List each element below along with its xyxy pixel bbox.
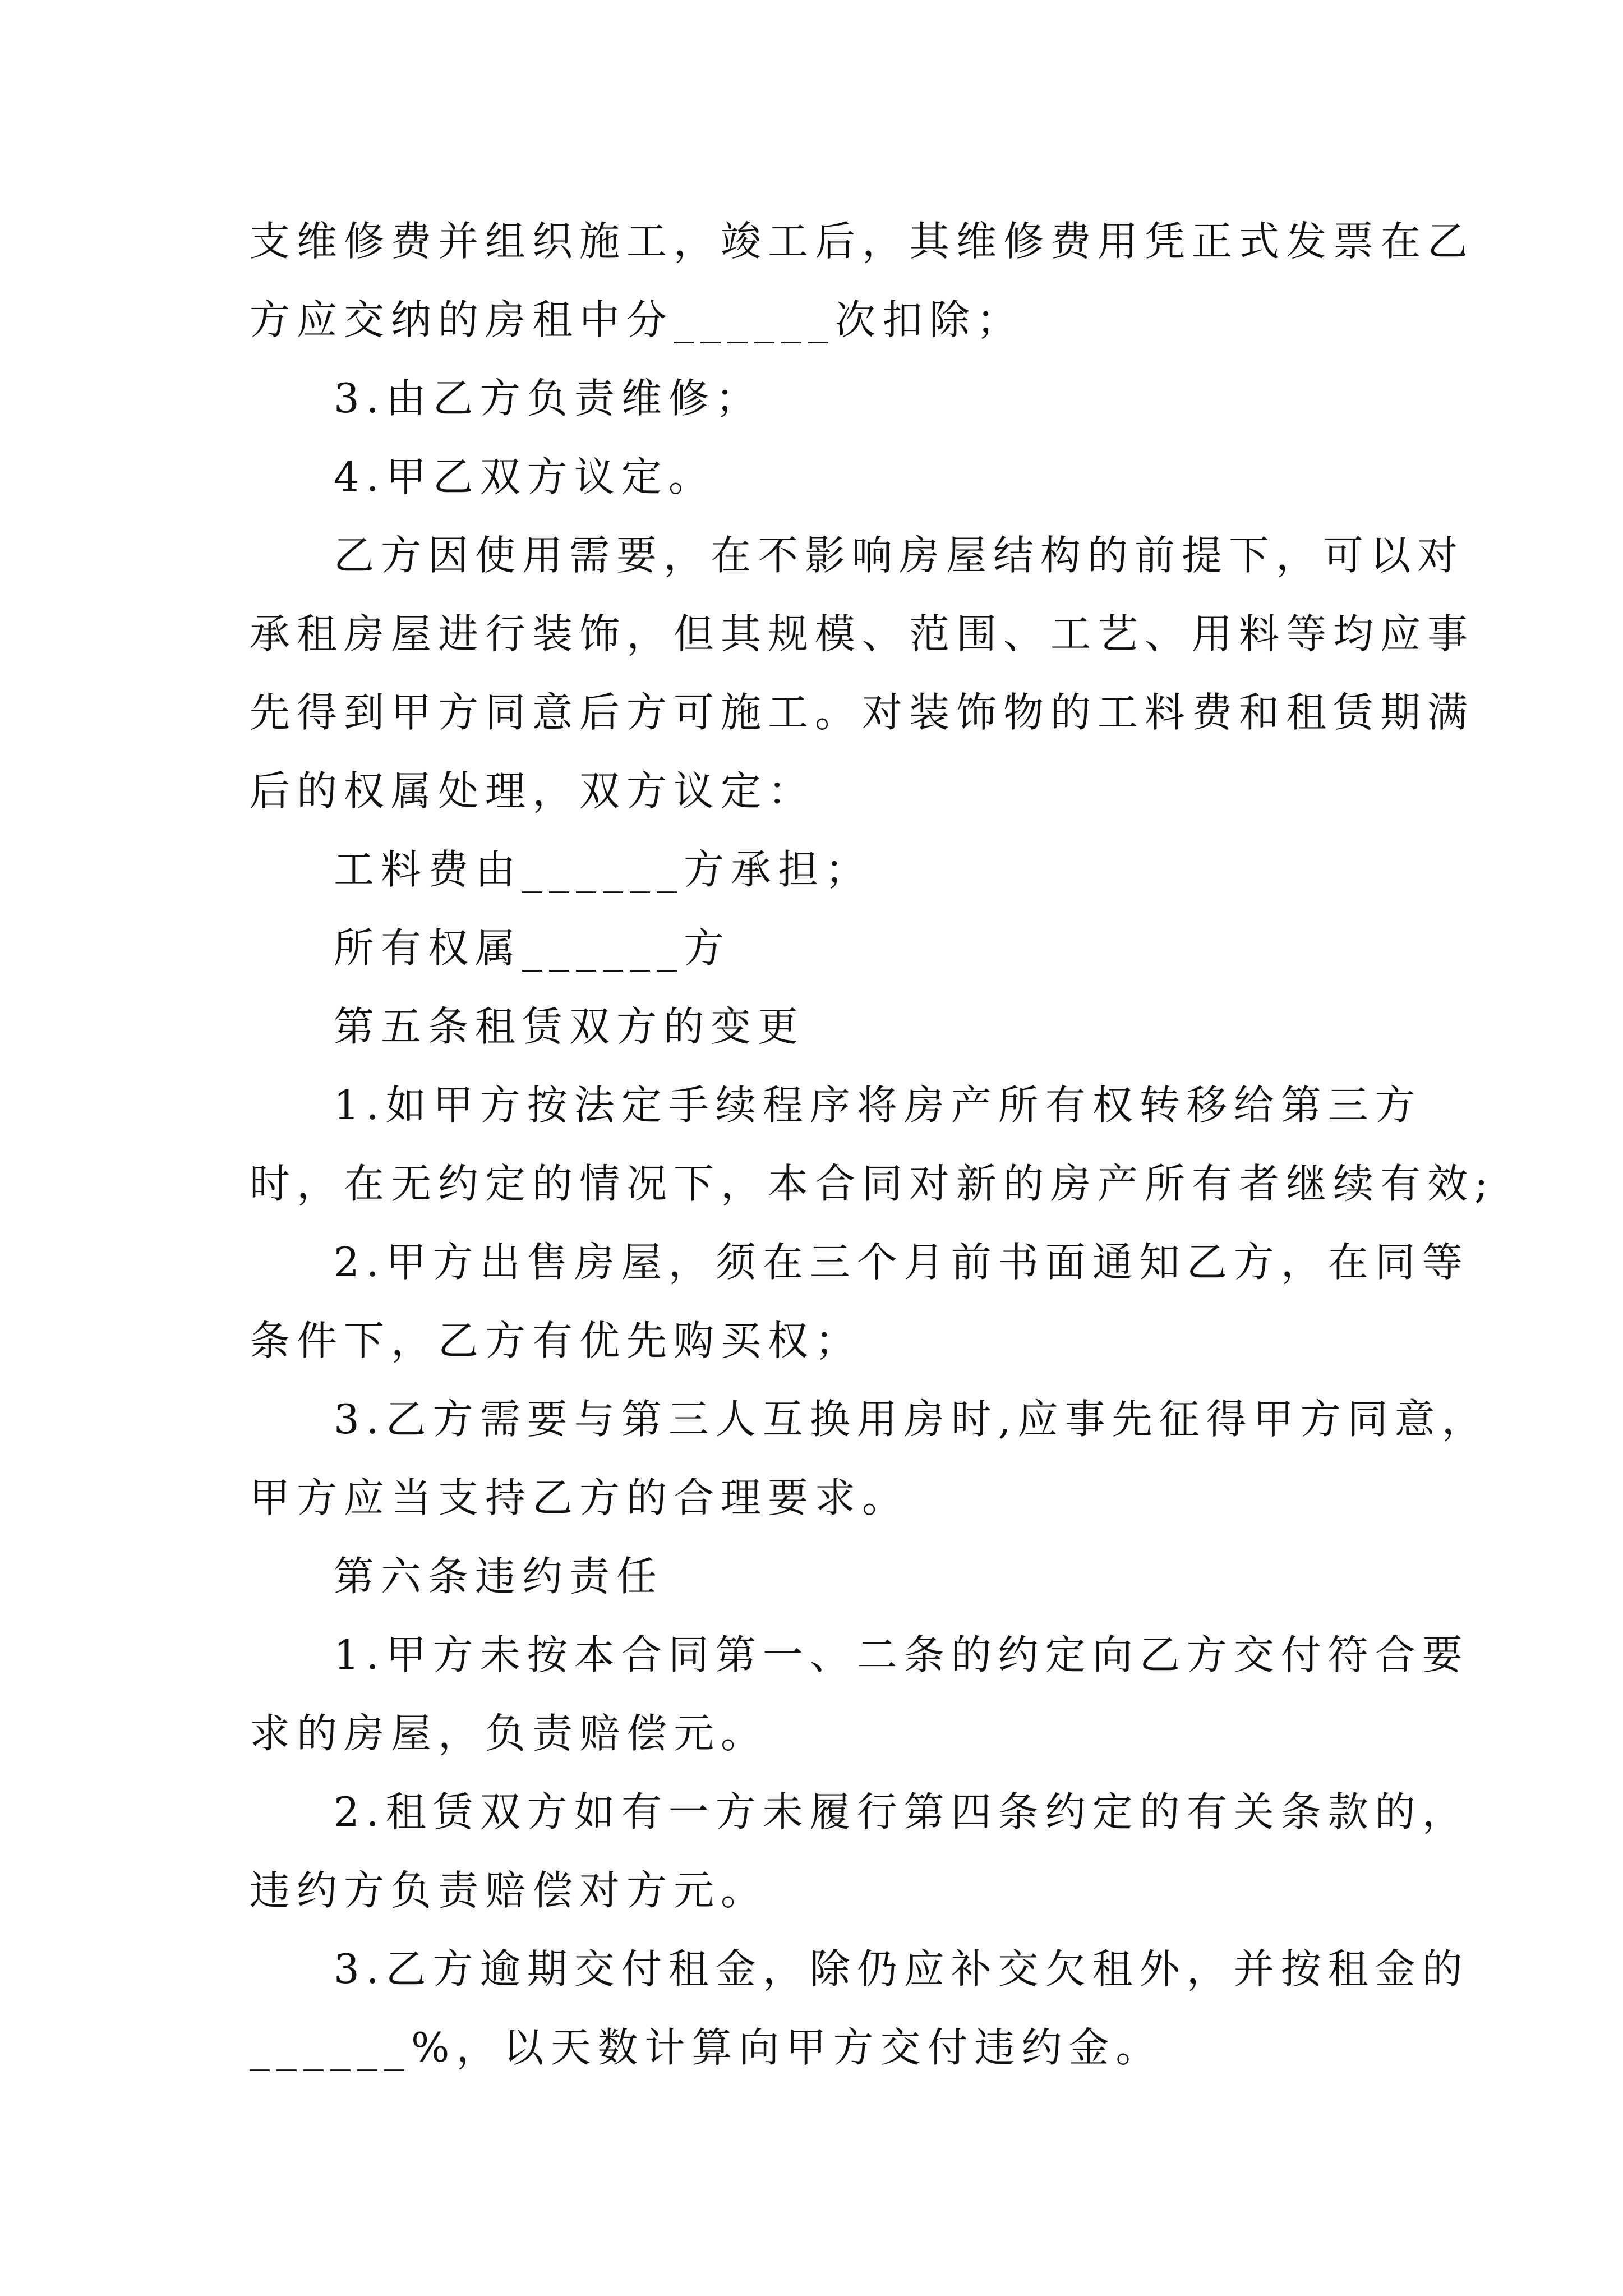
text-line: 3.乙方逾期交付租金，除仍应补交欠租外，并按租金的 [334, 1945, 1469, 1993]
text-line: 3.乙方需要与第三人互换用房时,应事先征得甲方同意， [334, 1396, 1489, 1443]
text-line: 甲方应当支持乙方的合理要求。 [250, 1474, 910, 1521]
text-line: 所有权属______方 [334, 924, 731, 972]
section-heading: 第六条违约责任 [334, 1553, 664, 1600]
text-line: 3.由乙方负责维修； [334, 375, 763, 422]
text-line: 4.甲乙双方议定。 [334, 453, 716, 500]
text-line: 条件下，乙方有优先购买权； [250, 1317, 863, 1364]
text-line: 时，在无约定的情况下，本合同对新的房产所有者继续有效; [250, 1160, 1495, 1207]
text-line: ______%，以天数计算向甲方交付违约金。 [250, 2024, 1163, 2071]
text-line: 承租房屋进行装饰，但其规模、范围、工艺、用料等均应事 [250, 610, 1475, 657]
text-line: 求的房屋，负责赔偿元。 [250, 1710, 768, 1757]
text-line: 后的权属处理，双方议定： [250, 767, 815, 815]
document-page [250, 202, 1495, 2087]
text-line: 支维修费并组织施工，竣工后，其维修费用凭正式发票在乙 [250, 218, 1475, 265]
text-line: 2.租赁双方如有一方未履行第四条约定的有关条款的， [334, 1788, 1469, 1835]
text-line: 1.如甲方按法定手续程序将房产所有权转移给第三方 [334, 1082, 1422, 1129]
text-line: 方应交纳的房租中分______次扣除； [250, 296, 1024, 343]
text-line: 2.甲方出售房屋，须在三个月前书面通知乙方，在同等 [334, 1239, 1469, 1286]
text-line: 1.甲方未按本合同第一、二条的约定向乙方交付符合要 [334, 1631, 1469, 1678]
text-line: 先得到甲方同意后方可施工。对装饰物的工料费和租赁期满 [250, 689, 1475, 736]
text-line: 违约方负责赔偿对方元。 [250, 1867, 768, 1914]
text-line: 工料费由______方承担； [334, 846, 873, 893]
text-line: 乙方因使用需要，在不影响房屋结构的前提下，可以对 [334, 532, 1465, 579]
section-heading: 第五条租赁双方的变更 [334, 1003, 805, 1050]
